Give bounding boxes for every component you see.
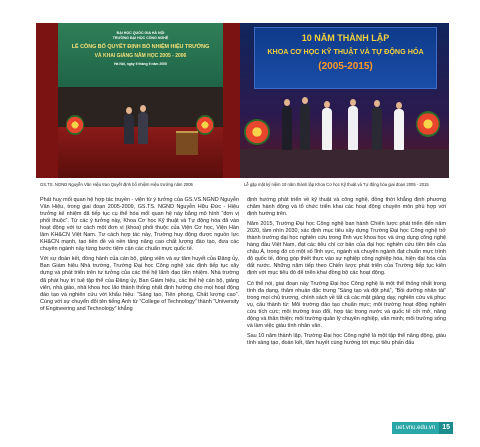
person-head — [302, 97, 308, 104]
paragraph: định hướng phát triển về kỹ thuật và công nghệ, đồng thời khẳng định phương châm hành động và tổ chức triển khai các hoạt động chuyên môn phù hợp với định hướng trên. — [247, 197, 446, 218]
banner-line-3: LỄ CÔNG BỐ QUYẾT ĐỊNH BỔ NHIỆM HIỆU TRƯỞNG — [71, 44, 210, 50]
person — [394, 109, 404, 150]
photo-caption-right: Lễ gặp mặt kỷ niệm 10 năm thành lập Khoa Cơ học Kỹ thuật và Tự động hóa giai đoạn 2005 - 2015 — [244, 182, 429, 187]
banner-line-5: Hà Nội, ngày 9 tháng 9 năm 2005 — [114, 62, 167, 66]
anniversary-photo-2015 — [240, 23, 449, 178]
flower-arrangement — [244, 119, 270, 145]
banner-line-4: VÀ KHAI GIẢNG NĂM HỌC 2005 - 2006 — [94, 53, 187, 59]
stage-banner — [36, 23, 245, 87]
person-head — [324, 101, 330, 108]
curtain-left — [36, 23, 58, 178]
person — [138, 112, 148, 144]
paragraph: Với sự đoàn kết, đồng hành của cán bộ, giảng viên và sự tâm huyết của Đảng ủy, Ban Giám hiệu Nhà trường, Trường Đại học Công nghệ xác định tiếp tục xây dựng và phát triển trên tư tưởng của các thế hệ lãnh đạo tiền nhiệm. Nhà trường đã phát huy trí tuệ tập thể của Đảng ủy, Ban Giám hiệu, các thế hệ cán bộ, giảng viên, nhà giáo, nhà khoa học lão thành thống nhất định hướng cho mọi hoạt động đào tạo và nghiên cứu với khẩu hiệu: “Sáng tạo, Tiên phong, Chất lượng cao”. Cùng với sự chuyển đổi tên tiếng Anh từ “College of Technology” thành “University of Engineering and Technology” khẳng — [40, 256, 239, 312]
banner-years: (2005-2015) — [318, 61, 373, 72]
podium — [176, 131, 198, 155]
article-column-left — [40, 197, 239, 316]
paragraph: Năm 2015, Trường Đại học Công nghệ ban hành Chiến lược phát triển đến năm 2020, tầm nhìn 2030, xác định mục tiêu xây dựng Trường Đại học Công nghệ trở thành trường đại học nghiên cứu trong lĩnh vực khoa học và ứng dụng công nghệ hàng đầu Việt Nam, đạt các tiêu chí cơ bản của đại học nghiên cứu tiên tiến của châu Á, trong đó có một số lĩnh vực, ngành và chuyên ngành đạt chuẩn mực trình độ quốc tế, đóng góp thiết thực vào sự nghiệp công nghiệp hóa, hiện đại hóa của đất nước. Những năm tiếp theo Chiến lược phát triển của Trường tiếp tục kiên định với mục tiêu đó để triển khai đồng bộ các hoạt động. — [247, 221, 446, 277]
person-head — [374, 100, 380, 107]
banner-title: 10 NĂM THÀNH LẬP — [301, 33, 390, 43]
person-head — [284, 99, 290, 106]
photo-caption-left: GS.TS. NGND Nguyễn Văn Hiệu trao Quyết định bổ nhiệm Hiệu trưởng năm 2005 — [40, 182, 193, 187]
person-head — [350, 99, 356, 106]
person — [372, 107, 382, 150]
person — [300, 104, 310, 150]
person — [282, 106, 292, 150]
paragraph: Có thể nói, giai đoạn này Trường Đại học Công nghệ là một thể thống nhất trong tính đa dạng, thâm nhuần đặc trưng “Sáng tạo và đột phá”, “Bồi dưỡng nhân tài” trong mọi chủ trương, chính sách về tất cả các mặt giảng dạy, nghiên cứu và phục vụ, cấu thành từ: Môi trường đào tạo chuẩn mực; môi trường hoạt động nghiên cứu tích cực; môi trường trao đổi, hợp tác trong nước và quốc tế cởi mở, năng động và thân thiện; môi trường quản lý chuyên nghiệp, văn minh; môi trường sống và làm việc giàu tính nhân văn. — [247, 280, 446, 329]
ceremony-photo-2005 — [36, 23, 245, 178]
person — [322, 108, 332, 150]
person — [124, 114, 134, 144]
banner-faculty: KHOA CƠ HỌC KỸ THUẬT VÀ TỰ ĐỘNG HÓA — [267, 47, 424, 56]
article-column-right — [247, 197, 446, 350]
stage-floor — [240, 149, 449, 178]
page-footer — [392, 422, 453, 434]
website-link[interactable]: uet.vnu.edu.vn — [392, 422, 439, 434]
paragraph: Phát huy mối quan hệ hợp tác truyền - viện từ ý tưởng của GS.VS.NGND Nguyễn Văn Hiệu, trong giai đoạn 2005-2009, GS.TS. NGND Nguyễn Hữu Đức - Hiệu trưởng kế nhiệm đã tiếp tục cụ thể hóa mối quan hệ này bằng mô hình “đơn vị phối thuộc”. Từ các ý tưởng này, Khoa Cơ học Kỹ thuật và Tự động hóa đã vào hoạt động với tư cách một đơn vị (khoa) phối thuộc của Viện Cơ học, Viện Hàn lâm KH&CN Việt Nam. Tư cách hợp tác này, Trường huy động được nguồn lực KH&CN mạnh, tạo tiền đề và nền tảng nâng cao chất lượng đào tạo, đưa các chuyên ngành này từng bước tiệm cận các chuẩn mực quốc tế. — [40, 197, 239, 253]
flower-arrangement — [416, 111, 440, 137]
anniversary-banner — [254, 27, 437, 89]
person-head — [396, 102, 402, 109]
paragraph: Sau 10 năm thành lập, Trường Đại học Công nghệ là một tập thể năng động, giàu tính sáng tạo, đoàn kết, tâm huyết cùng hướng tới mục tiêu phấn đấu — [247, 332, 446, 346]
banner-line-2: TRƯỜNG ĐẠI HỌC CÔNG NGHỆ — [112, 36, 169, 40]
person-head — [140, 105, 146, 112]
flower-arrangement — [66, 115, 84, 135]
flower-arrangement — [196, 115, 214, 135]
page-number: 15 — [439, 422, 453, 434]
person-head — [126, 107, 132, 114]
banner-line-1: ĐẠI HỌC QUỐC GIA HÀ NỘI — [116, 31, 165, 35]
person — [348, 106, 358, 150]
